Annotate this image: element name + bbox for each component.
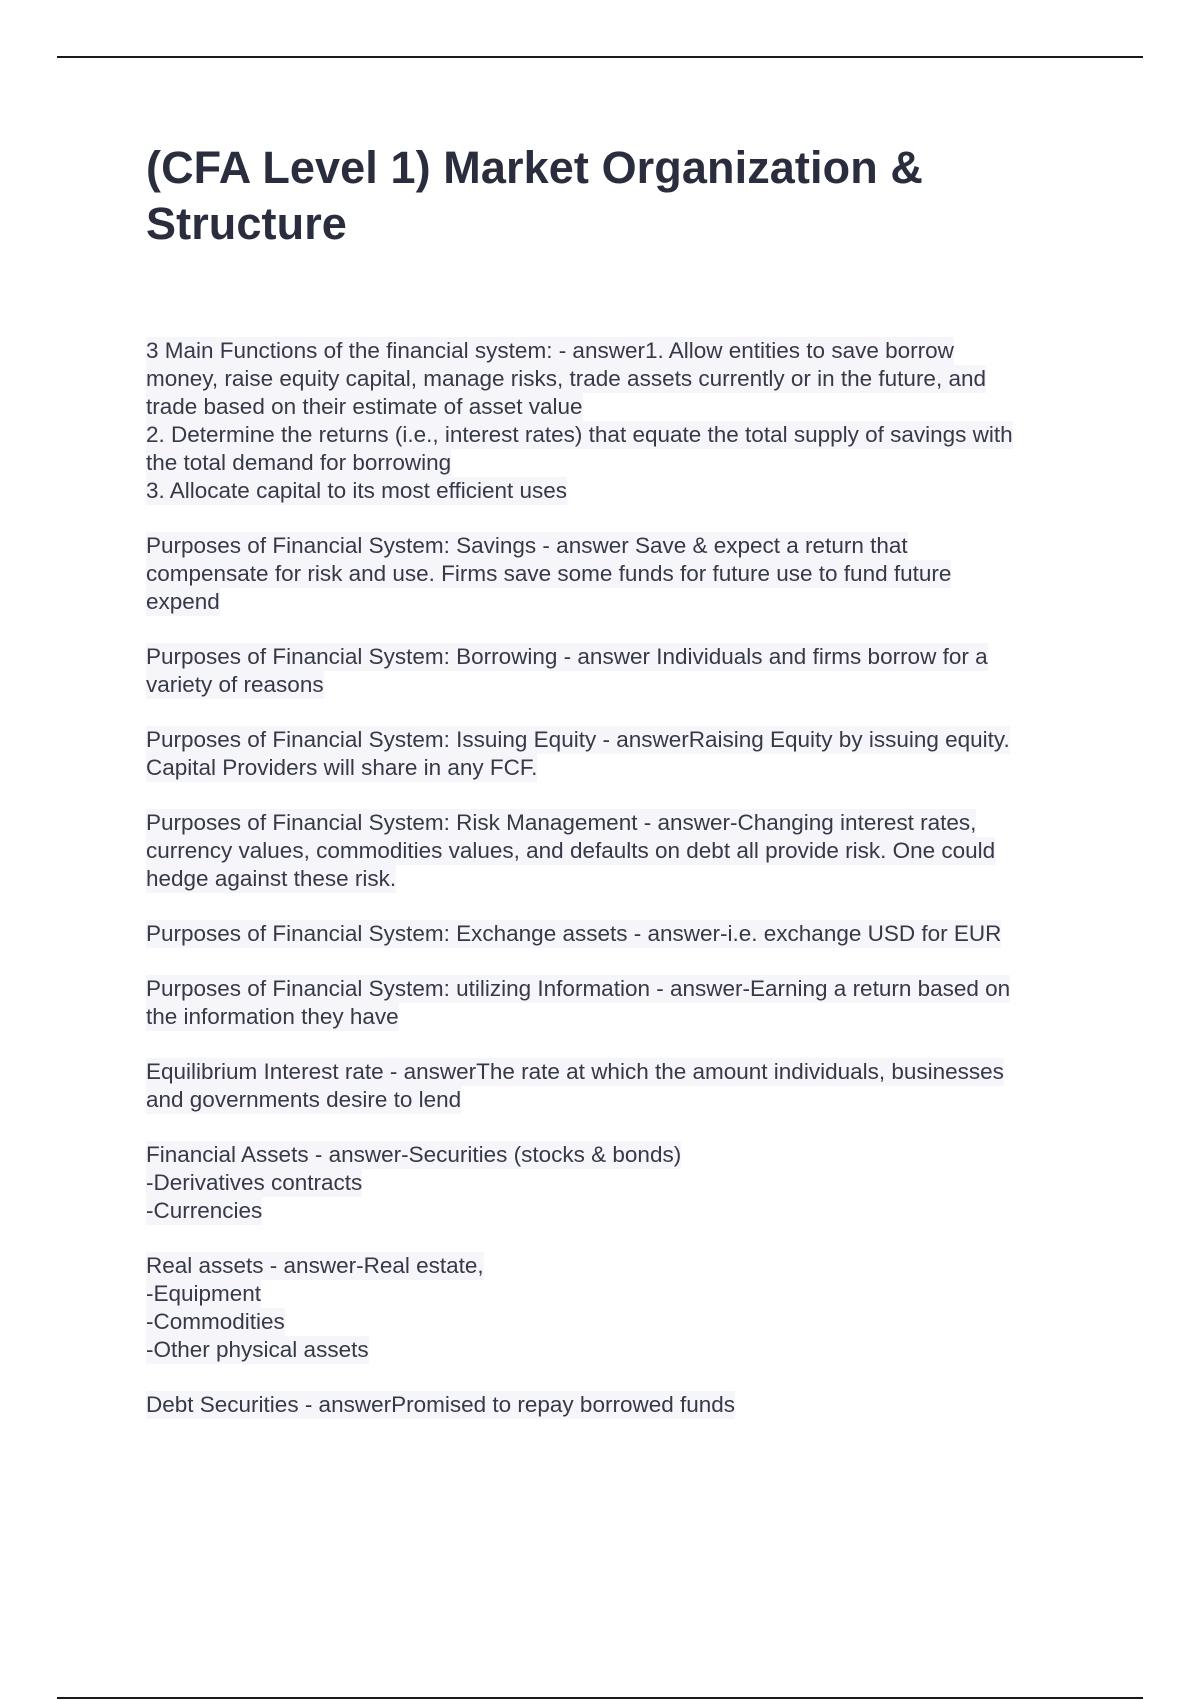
flashcard-entry	[146, 337, 1086, 505]
entry-line: -Derivatives contracts	[146, 1170, 363, 1195]
entry-line: 3. Allocate capital to its most efficient uses	[146, 478, 568, 503]
flashcard-entry	[146, 920, 1086, 948]
flashcard-entry	[146, 1252, 1086, 1364]
entry-line: variety of reasons	[146, 672, 324, 697]
entry-line: Debt Securities - answerPromised to repay borrowed funds	[146, 1392, 736, 1417]
flashcard-entry	[146, 809, 1086, 893]
entry-line: Purposes of Financial System: Exchange assets - answer-i.e. exchange USD for EUR	[146, 921, 1002, 946]
entry-line: Real assets - answer-Real estate,	[146, 1253, 484, 1278]
flashcard-entry	[146, 532, 1086, 616]
entry-line: -Commodities	[146, 1309, 285, 1334]
document-body	[146, 140, 1086, 1446]
title-line: Structure	[146, 198, 347, 249]
entry-line: Equilibrium Interest rate - answerThe rate at which the amount individuals, businesses	[146, 1059, 1004, 1084]
entry-line: the total demand for borrowing	[146, 450, 452, 475]
title-line: (CFA Level 1) Market Organization &	[146, 142, 923, 193]
entry-line: Purposes of Financial System: Borrowing - answer Individuals and firms borrow for a	[146, 644, 988, 669]
top-rule	[57, 56, 1143, 58]
entry-line: 2. Determine the returns (i.e., interest rates) that equate the total supply of savings with	[146, 422, 1013, 447]
entry-line: -Equipment	[146, 1281, 262, 1306]
page-title	[146, 140, 1086, 252]
entry-line: and governments desire to lend	[146, 1087, 462, 1112]
entry-line: Financial Assets - answer-Securities (stocks & bonds)	[146, 1142, 682, 1167]
entry-line: Purposes of Financial System: Issuing Equity - answerRaising Equity by issuing equity.	[146, 727, 1010, 752]
flashcard-entry	[146, 1058, 1086, 1114]
entry-line: compensate for risk and use. Firms save some funds for future use to fund future	[146, 561, 952, 586]
entry-line: Capital Providers will share in any FCF.	[146, 755, 538, 780]
entry-line: money, raise equity capital, manage risks, trade assets currently or in the future, and	[146, 366, 986, 391]
entry-line: 3 Main Functions of the financial system: - answer1. Allow entities to save borrow	[146, 338, 954, 363]
flashcard-list	[146, 337, 1086, 1419]
flashcard-entry	[146, 643, 1086, 699]
entry-line: trade based on their estimate of asset value	[146, 394, 583, 419]
flashcard-entry	[146, 975, 1086, 1031]
entry-line: expend	[146, 589, 220, 614]
entry-line: hedge against these risk.	[146, 866, 397, 891]
entry-line: Purposes of Financial System: Savings - answer Save & expect a return that	[146, 533, 908, 558]
entry-line: Purposes of Financial System: utilizing Information - answer-Earning a return based on	[146, 976, 1011, 1001]
entry-line: -Currencies	[146, 1198, 263, 1223]
bottom-rule	[57, 1697, 1143, 1699]
flashcard-entry	[146, 1391, 1086, 1419]
entry-line: currency values, commodities values, and defaults on debt all provide risk. One could	[146, 838, 996, 863]
flashcard-entry	[146, 726, 1086, 782]
entry-line: the information they have	[146, 1004, 399, 1029]
entry-line: Purposes of Financial System: Risk Management - answer-Changing interest rates,	[146, 810, 977, 835]
entry-line: -Other physical assets	[146, 1337, 369, 1362]
flashcard-entry	[146, 1141, 1086, 1225]
